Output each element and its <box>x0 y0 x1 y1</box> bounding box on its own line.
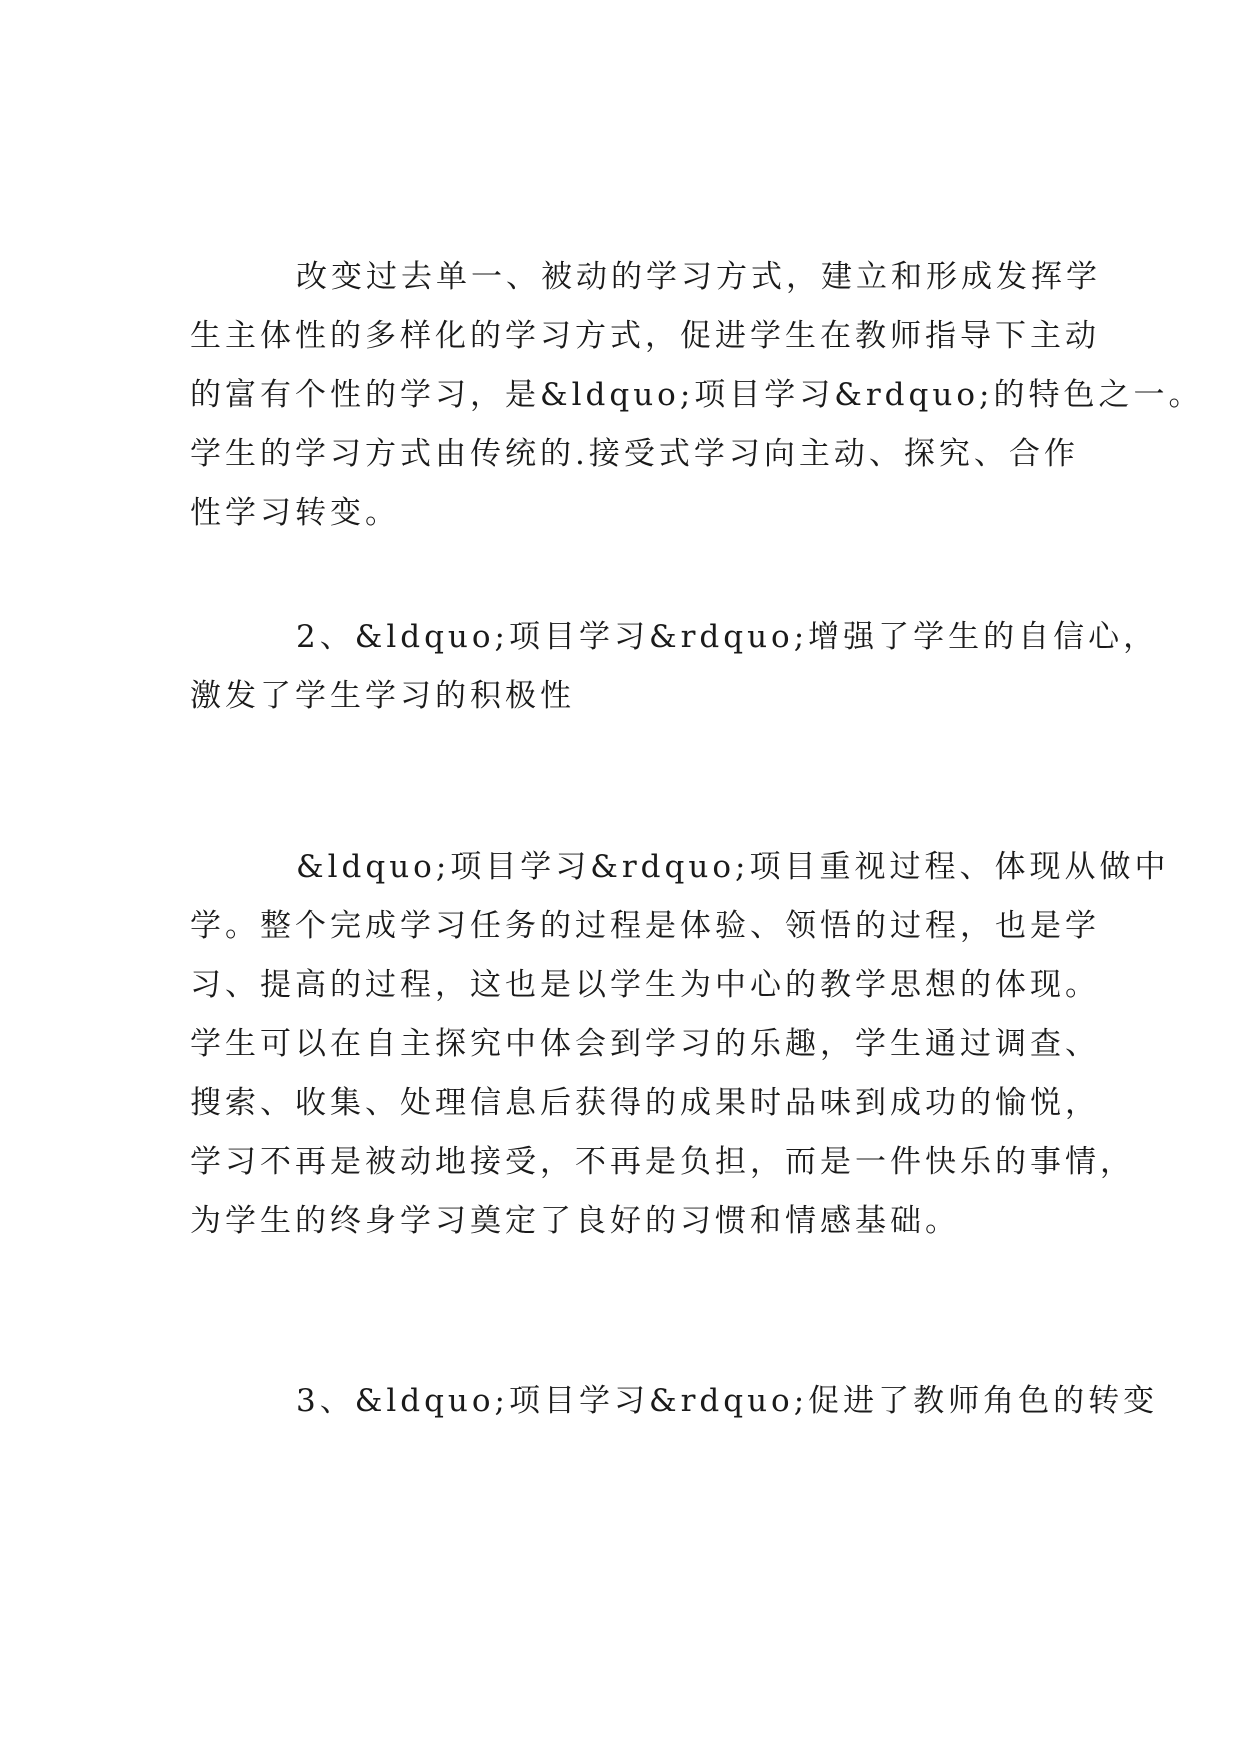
text-line: 习、提高的过程，这也是以学生为中心的教学思想的体现。 <box>190 967 1100 1003</box>
paragraph-learning-methods <box>190 248 1204 543</box>
text-line: 激发了学生学习的积极性 <box>190 678 575 714</box>
text-line: 生主体性的多样化的学习方式，促进学生在教师指导下主动 <box>190 318 1100 354</box>
text-line: 为学生的终身学习奠定了良好的习惯和情感基础。 <box>190 1203 960 1239</box>
text-line: 学。整个完成学习任务的过程是体验、领悟的过程，也是学 <box>190 908 1100 944</box>
section-heading-3 <box>190 1372 1159 1431</box>
section-heading-2 <box>190 608 1159 726</box>
text-line: 2、&ldquo;项目学习&rdquo;增强了学生的自信心， <box>296 619 1159 655</box>
text-line: 学习不再是被动地接受，不再是负担，而是一件快乐的事情， <box>190 1144 1135 1180</box>
paragraph-process-learning <box>190 838 1170 1251</box>
text-line: 的富有个性的学习，是&ldquo;项目学习&rdquo;的特色之一。 <box>190 377 1204 413</box>
text-line: 性学习转变。 <box>190 495 400 531</box>
text-line: &ldquo;项目学习&rdquo;项目重视过程、体现从做中 <box>296 849 1170 885</box>
text-line: 学生的学习方式由传统的.接受式学习向主动、探究、合作 <box>190 436 1079 472</box>
text-line: 搜索、收集、处理信息后获得的成果时品味到成功的愉悦， <box>190 1085 1100 1121</box>
text-line: 改变过去单一、被动的学习方式，建立和形成发挥学 <box>296 259 1101 295</box>
text-line: 3、&ldquo;项目学习&rdquo;促进了教师角色的转变 <box>296 1383 1159 1419</box>
text-line: 学生可以在自主探究中体会到学习的乐趣，学生通过调查、 <box>190 1026 1100 1062</box>
